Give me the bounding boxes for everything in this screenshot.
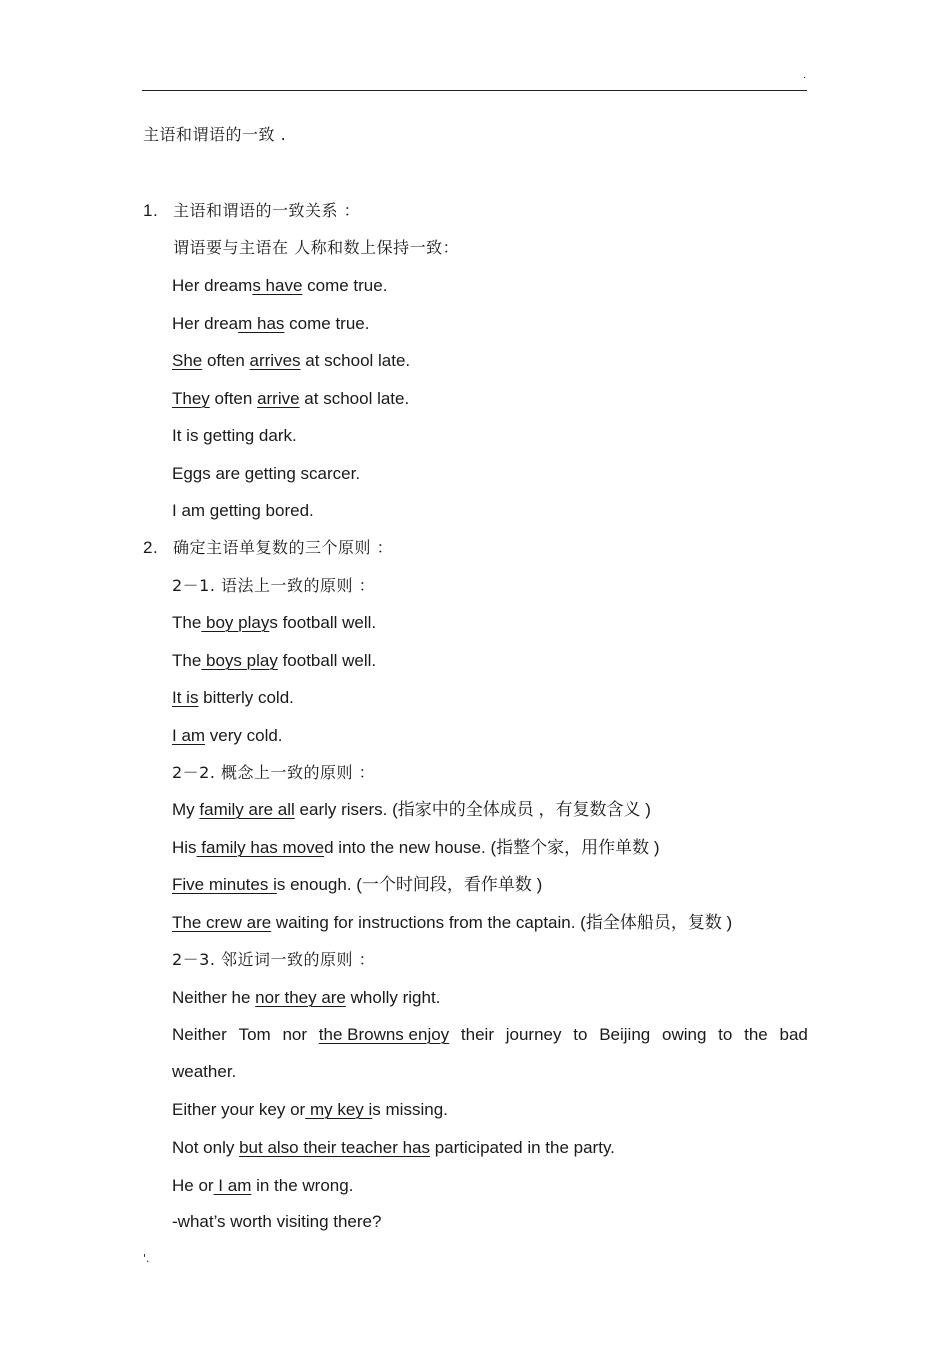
text-segment: in the wrong.	[251, 1176, 354, 1195]
underlined-segment: but also their teacher has	[239, 1138, 430, 1157]
header-mark: .	[803, 70, 807, 81]
text-segment: ’s worth visiting there?	[213, 1212, 382, 1231]
underlined-segment: Five minutes i	[172, 875, 277, 894]
word: to	[573, 1025, 588, 1044]
underlined-segment: It is	[172, 688, 199, 707]
document-title: 主语和谓语的一致 .	[143, 125, 287, 144]
word: Neither	[172, 1025, 227, 1044]
word: to	[718, 1025, 733, 1044]
section-2-heading	[143, 538, 393, 558]
text-segment: at school late.	[299, 389, 410, 408]
text-segment: The	[172, 651, 202, 670]
underlined-segment: She	[172, 351, 203, 370]
underlined-segment: arrive	[257, 389, 300, 408]
example-sentence: It is getting dark.	[172, 426, 297, 445]
text-segment: early risers. (指家中的全体成员 ，有复数含义 )	[294, 800, 651, 819]
example-sentence: I am getting bored.	[172, 501, 314, 520]
word: their	[460, 1025, 494, 1044]
example-sentence	[172, 351, 410, 371]
text-segment: s missing.	[372, 1100, 448, 1119]
section-1-title: 主语和谓语的一致关系 ：	[173, 201, 361, 220]
text-segment: He or	[172, 1176, 214, 1195]
word: owing	[662, 1025, 707, 1044]
text-segment: bitterly cold.	[198, 688, 294, 707]
example-sentence	[172, 613, 376, 633]
section-2-title: 确定主语单复数的三个原则 ：	[173, 538, 394, 557]
underlined-segment: nor they are	[255, 988, 346, 1007]
text-segment: My	[172, 800, 200, 819]
underlined-segment: I am	[213, 1176, 252, 1195]
text-segment: often	[209, 389, 258, 408]
example-sentence	[172, 800, 651, 820]
underlined-segment: They	[172, 389, 210, 408]
example-sentence	[172, 913, 732, 933]
example-sentence	[172, 838, 660, 858]
text-segment: s football well.	[269, 613, 377, 632]
subsection-2-2-heading: 2－2. 概念上一致的原则 ：	[172, 763, 376, 782]
text-segment: The	[172, 613, 202, 632]
word: nor	[282, 1025, 308, 1044]
underlined-segment: my key i	[305, 1100, 373, 1119]
example-sentence	[172, 1100, 448, 1120]
text-segment: Her drea	[172, 314, 239, 333]
header-rule	[142, 90, 807, 91]
word: Beijing	[599, 1025, 651, 1044]
underlined-segment: s have	[252, 276, 303, 295]
underlined-segment: family are all	[199, 800, 295, 819]
underlined-segment: family has move	[196, 838, 325, 857]
word: bad	[779, 1025, 808, 1044]
example-sentence	[172, 276, 387, 296]
example-sentence	[172, 651, 376, 671]
text-segment: at school late.	[300, 351, 411, 370]
text-segment: His	[172, 838, 197, 857]
example-sentence-continuation: weather.	[172, 1062, 237, 1081]
text-segment: wholly right.	[345, 988, 441, 1007]
example-sentence	[172, 988, 440, 1008]
text-segment: come true.	[284, 314, 370, 333]
word: Tom	[238, 1025, 271, 1044]
text-segment: s enough. (一个时间段，看作单数 )	[276, 875, 543, 894]
example-sentence-justified	[172, 1025, 808, 1045]
underlined-segment: I am	[172, 726, 206, 745]
example-sentence	[172, 314, 369, 334]
underlined-segment: m has	[238, 314, 285, 333]
section-1-intro: 谓语要与主语在 人称和数上保持一致：	[173, 238, 460, 257]
text-segment: Either your key or	[172, 1100, 306, 1119]
word: journey	[505, 1025, 562, 1044]
underlined-segment: arrives	[249, 351, 301, 370]
section-2-number: 2.	[143, 538, 159, 557]
example-sentence	[172, 1138, 615, 1158]
subsection-2-3-heading: 2－3. 邻近词一致的原则 ：	[172, 950, 376, 969]
example-sentence	[172, 389, 409, 409]
example-sentence	[172, 688, 294, 708]
subsection-2-1-heading: 2－1. 语法上一致的原则 ：	[172, 576, 376, 595]
example-sentence	[172, 1212, 381, 1232]
footer-mark: '.	[143, 1252, 150, 1265]
example-sentence	[172, 1176, 353, 1196]
example-sentence	[172, 726, 283, 746]
text-segment: very cold.	[205, 726, 283, 745]
text-segment: Her dream	[172, 276, 253, 295]
example-sentence: Eggs are getting scarcer.	[172, 464, 361, 483]
text-segment: participated in the party.	[430, 1138, 615, 1157]
text-segment: waiting for instructions from the captain. (指全体船员，复数 )	[271, 913, 733, 932]
section-1-heading	[143, 201, 360, 221]
underlined-segment: boy play	[201, 613, 270, 632]
text-segment: often	[202, 351, 250, 370]
underlined-segment: The crew are	[172, 913, 272, 932]
underlined-segment: the Browns enjoy	[318, 1025, 450, 1044]
text-segment: d into the new house. (指整个家，用作单数 )	[324, 838, 660, 857]
text-segment: Not only	[172, 1138, 240, 1157]
text-segment: -what	[172, 1212, 214, 1231]
word: the	[744, 1025, 768, 1044]
text-segment: come true.	[302, 276, 388, 295]
text-segment: football well.	[277, 651, 377, 670]
section-1-number: 1.	[143, 201, 159, 220]
text-segment: Neither he	[172, 988, 256, 1007]
underlined-segment: boys play	[201, 651, 278, 670]
example-sentence	[172, 875, 542, 895]
